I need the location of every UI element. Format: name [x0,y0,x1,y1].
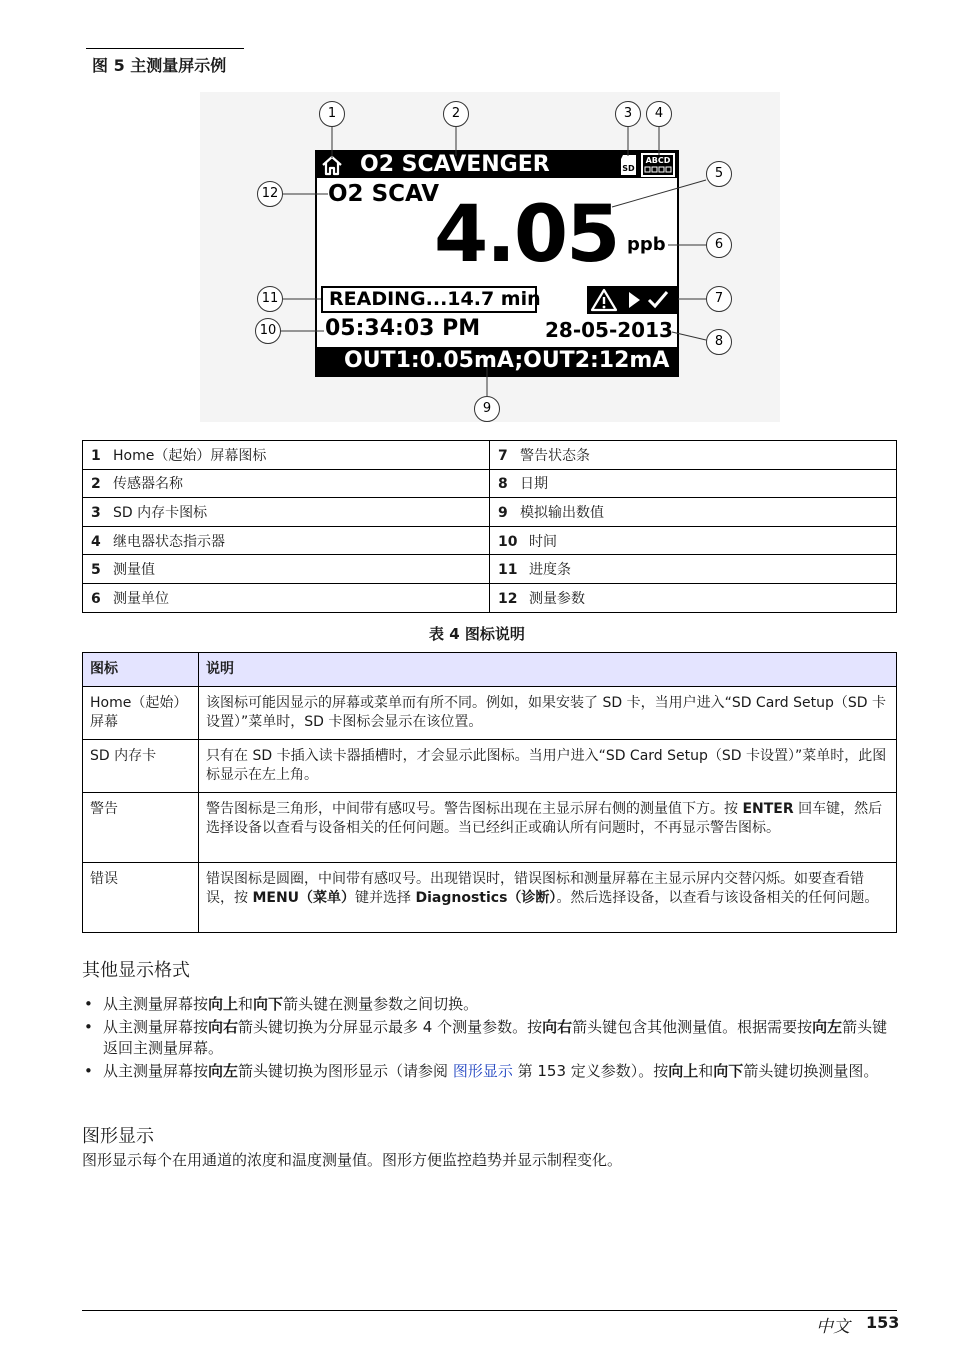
callout-10: 10 [255,318,281,344]
description-text: 键并选择 [355,890,416,906]
legend-row [83,555,897,584]
list-item [82,1017,897,1059]
key-name: ENTER [742,801,794,817]
measurement-unit: ppb [627,234,666,255]
description-text: 只有在 SD 卡插入读卡器插槽时，才会显示此图标。当用户进入“SD Card Setup（SD 卡设置）”菜单时，此图标显示在左上角。 [206,748,887,783]
list-text: 从主测量屏幕按 [103,1062,209,1080]
legend-row [83,469,897,498]
list-text: 和 [698,1062,714,1080]
list-text: 第 153 定义参数）。按 [512,1062,669,1080]
figure-caption: 图 5 主测量屏示例 [92,56,227,75]
legend-text: SD 内存卡图标 [113,504,208,521]
legend-number: 3 [91,504,101,521]
callout-9: 9 [474,396,500,422]
table-caption: 表 4 图标说明 [429,625,525,643]
icon-name-cell: 错误 [83,863,199,933]
table-row [83,793,897,863]
description-text: 回车键，然后选择设备以查看与设备相关的任何问题。当已经纠正或确认所有问题时，不再显示警告图标。 [206,801,883,836]
legend-number: 9 [498,504,508,521]
legend-text: 继电器状态指示器 [113,533,225,550]
callout-11: 11 [257,286,283,312]
legend-text: Home（起始）屏幕图标 [113,447,267,464]
list-text: 从主测量屏幕按 [103,995,209,1013]
icon-name-cell: 警告 [83,793,199,863]
legend-text: 时间 [529,533,557,550]
legend-text: 警告状态条 [520,447,590,464]
key-name: 向上 [668,1062,699,1080]
relay-status-icon-label: ABCD [645,156,671,165]
table-header-row [83,653,897,687]
legend-text: 传感器名称 [113,476,183,493]
callout-2: 2 [443,101,469,127]
description-text: 该图标可能因显示的屏幕或菜单而有所不同。例如，如果安装了 SD 卡，当用户进入“SD Card Setup（SD 卡设置）”菜单时，SD 卡图标会显示在该位置。 [206,695,887,730]
icon-name-cell: Home（起始）屏幕 [83,687,199,740]
description-cell [199,687,897,740]
callout-12: 12 [257,181,283,207]
list-text: 箭头键在测量参数之间切换。 [283,995,479,1013]
legend-text: 测量值 [113,562,155,579]
list-item [82,1061,897,1082]
figure-legend-table [82,440,897,613]
list-text: 箭头键切换为图形显示（请参阅 [238,1062,453,1080]
graphic-display-link[interactable]: 图形显示 [452,1062,513,1080]
legend-number: 4 [91,533,101,550]
measurement-parameter: O2 SCAV [328,181,440,207]
legend-text: 测量参数 [529,590,585,607]
measurement-value: 4.05 [434,190,619,280]
legend-number: 12 [498,590,518,607]
list-text: 和 [238,995,254,1013]
list-text: 箭头键包含其他测量值。根据需要按 [572,1018,813,1036]
legend-text: 测量单位 [113,590,169,607]
legend-text: 进度条 [529,562,571,579]
legend-row [83,526,897,555]
legend-row [83,583,897,612]
description-cell [199,740,897,793]
analog-output-values: OUT1:0.05mA;OUT2:12mA [344,348,670,373]
legend-number: 7 [498,447,508,464]
table-row [83,740,897,793]
callout-leader-lines [0,0,954,440]
table-row [83,863,897,933]
key-name: 向右 [542,1018,573,1036]
section-heading-graphic-display: 图形显示 [82,1126,154,1147]
legend-number: 11 [498,562,518,579]
column-header-icon: 图标 [83,653,199,687]
table-row [83,687,897,740]
key-name: 向右 [208,1018,239,1036]
progress-bar-text: READING...14.7 min [329,288,541,310]
sensor-name: O2 SCAVENGER [360,152,550,177]
description-cell [199,793,897,863]
key-name: MENU（菜单） [252,890,356,906]
time-display: 05:34:03 PM [325,316,481,341]
key-name: 向下 [253,995,284,1013]
callout-1: 1 [319,101,345,127]
list-text: 箭头键切换为分屏显示最多 4 个测量参数。按 [238,1018,543,1036]
key-name: 向左 [812,1018,843,1036]
date-display: 28-05-2013 [545,318,673,342]
description-text: 错误图标是圆圈，中间带有感叹号。出现错误时，错误图标和测量屏幕在主显示屏内交替闪烁。如要查看错误，按 [206,871,864,906]
bullet-list [82,994,897,1084]
legend-number: 2 [91,476,101,493]
callout-7: 7 [706,286,732,312]
legend-text: 日期 [520,476,548,493]
callout-5: 5 [706,161,732,187]
column-header-description: 说明 [199,653,897,687]
callout-4: 4 [646,101,672,127]
key-name: 向下 [713,1062,744,1080]
legend-number: 8 [498,476,508,493]
icon-name-cell: SD 内存卡 [83,740,199,793]
description-cell [199,863,897,933]
legend-row [83,441,897,470]
graphic-display-paragraph: 图形显示每个在用通道的浓度和温度测量值。图形方便监控趋势并显示制程变化。 [82,1151,623,1169]
key-name: 向上 [208,995,239,1013]
list-item [82,994,897,1015]
key-name: 向左 [208,1062,239,1080]
list-text: 箭头键返回主测量屏幕。 [103,1018,888,1057]
legend-text: 模拟输出数值 [520,504,604,521]
footer-language: 中文 [816,1317,850,1337]
legend-number: 10 [498,533,518,550]
legend-row [83,498,897,527]
footer-rule [82,1310,897,1311]
callout-8: 8 [706,329,732,355]
list-text: 从主测量屏幕按 [103,1018,209,1036]
callout-6: 6 [706,232,732,258]
section-heading-other-formats: 其他显示格式 [82,960,190,981]
legend-number: 5 [91,562,101,579]
description-text: 。然后选择设备，以查看与该设备相关的任何问题。 [556,890,879,906]
description-text: 警告图标是三角形，中间带有感叹号。警告图标出现在主显示屏右侧的测量值下方。按 [206,801,743,817]
legend-number: 1 [91,447,101,464]
legend-number: 6 [91,590,101,607]
menu-item-name: Diagnostics（诊断） [415,890,557,906]
sd-card-icon-label: SD [622,164,635,173]
page-number: 153 [866,1313,900,1332]
callout-3: 3 [615,101,641,127]
list-text: 箭头键切换测量图。 [743,1062,879,1080]
icon-description-table [82,652,897,933]
